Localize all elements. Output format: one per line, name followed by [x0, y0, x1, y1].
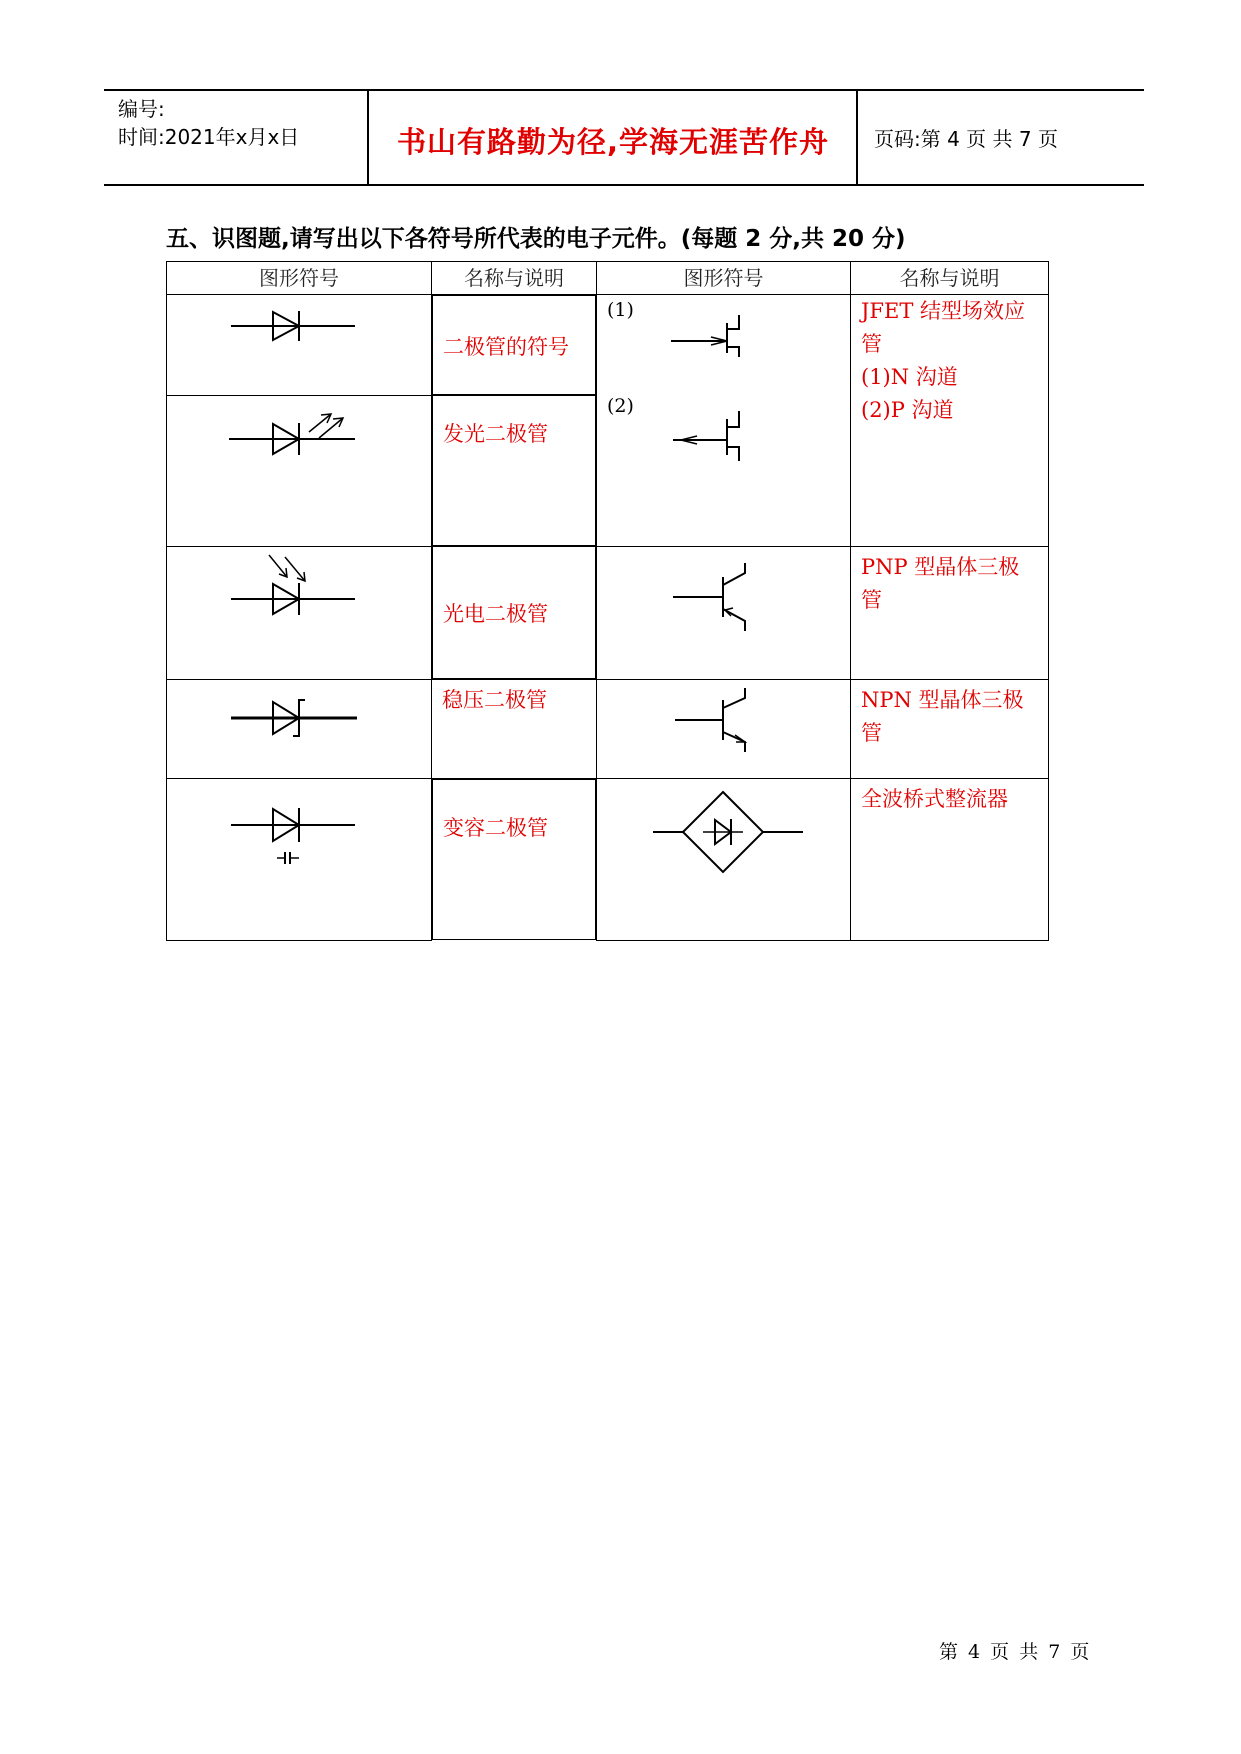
zener-cell: [167, 680, 432, 779]
photodiode-symbol-icon: [167, 547, 431, 678]
answer-cell: [851, 546, 1049, 680]
answer-text: 二极管的符号: [443, 334, 569, 359]
led-cell: [167, 395, 432, 546]
varactor-cell: [167, 779, 432, 941]
answer-cell: [432, 546, 596, 679]
time-label: 时间:2021年x月x日: [118, 125, 300, 149]
answer-cell: [432, 395, 596, 546]
column-header: 图形符号: [597, 262, 851, 295]
table-row: [167, 546, 1049, 680]
answer-line: (2)P 沟道: [861, 398, 954, 422]
diode-symbol-icon: [167, 295, 431, 393]
table-row: [167, 680, 1049, 779]
answer-text: 光电二极管: [443, 602, 548, 626]
answer-cell: [432, 295, 596, 395]
table-row: [167, 779, 1049, 941]
answer-text: 发光二极管: [443, 422, 548, 446]
answer-text: NPN 型晶体三极管: [861, 688, 1024, 745]
led-symbol-icon: [167, 396, 431, 527]
jfet-answer-cell: [851, 295, 1049, 547]
npn-transistor-symbol-icon: [597, 680, 850, 778]
column-header: 图形符号: [167, 262, 432, 295]
pnp-cell: [597, 546, 851, 680]
header-divider: [856, 91, 858, 184]
varactor-diode-symbol-icon: [167, 779, 431, 910]
answer-cell: [851, 680, 1049, 779]
npn-cell: [597, 680, 851, 779]
answer-cell: [432, 680, 597, 779]
jfet-symbol-icon: [597, 295, 850, 525]
zener-diode-symbol-icon: [167, 680, 431, 778]
jfet-label-1: (1): [607, 299, 634, 321]
answer-text: 变容二极管: [443, 816, 548, 840]
motto: 书山有路勤为径,学海无涯苦作舟: [396, 125, 830, 159]
answer-text: 全波桥式整流器: [861, 787, 1008, 811]
answer-cell: [432, 779, 596, 940]
answer-cell: [851, 779, 1049, 941]
header-meta: [118, 95, 299, 151]
table-header-row: [167, 262, 1049, 295]
answer-line: JFET 结型场效应管: [861, 299, 1026, 356]
answer-text: 稳压二极管: [442, 688, 547, 712]
page-footer: 第 4 页 共 7 页: [939, 1641, 1092, 1663]
jfet-cell: [597, 295, 851, 547]
photodiode-cell: [167, 546, 432, 680]
serial-label: 编号:: [118, 97, 165, 121]
answer-text: PNP 型晶体三极管: [861, 554, 1020, 612]
bridge-rectifier-symbol-icon: [597, 779, 850, 910]
page-info: 页码:第 4 页 共 7 页: [874, 127, 1058, 151]
column-header: 名称与说明: [432, 262, 597, 295]
answer-line: (1)N 沟道: [861, 365, 958, 389]
column-header: 名称与说明: [851, 262, 1049, 295]
answer-text: [851, 295, 1048, 427]
jfet-label-2: (2): [607, 395, 634, 417]
table-row: [167, 295, 1049, 396]
page-header: [104, 89, 1144, 186]
symbol-table: [166, 261, 1049, 941]
bridge-cell: [597, 779, 851, 941]
diode-cell: [167, 295, 432, 396]
question-title: 五、识图题,请写出以下各符号所代表的电子元件。(每题 2 分,共 20 分): [166, 226, 906, 252]
pnp-transistor-symbol-icon: [597, 547, 850, 678]
header-divider: [367, 91, 369, 184]
